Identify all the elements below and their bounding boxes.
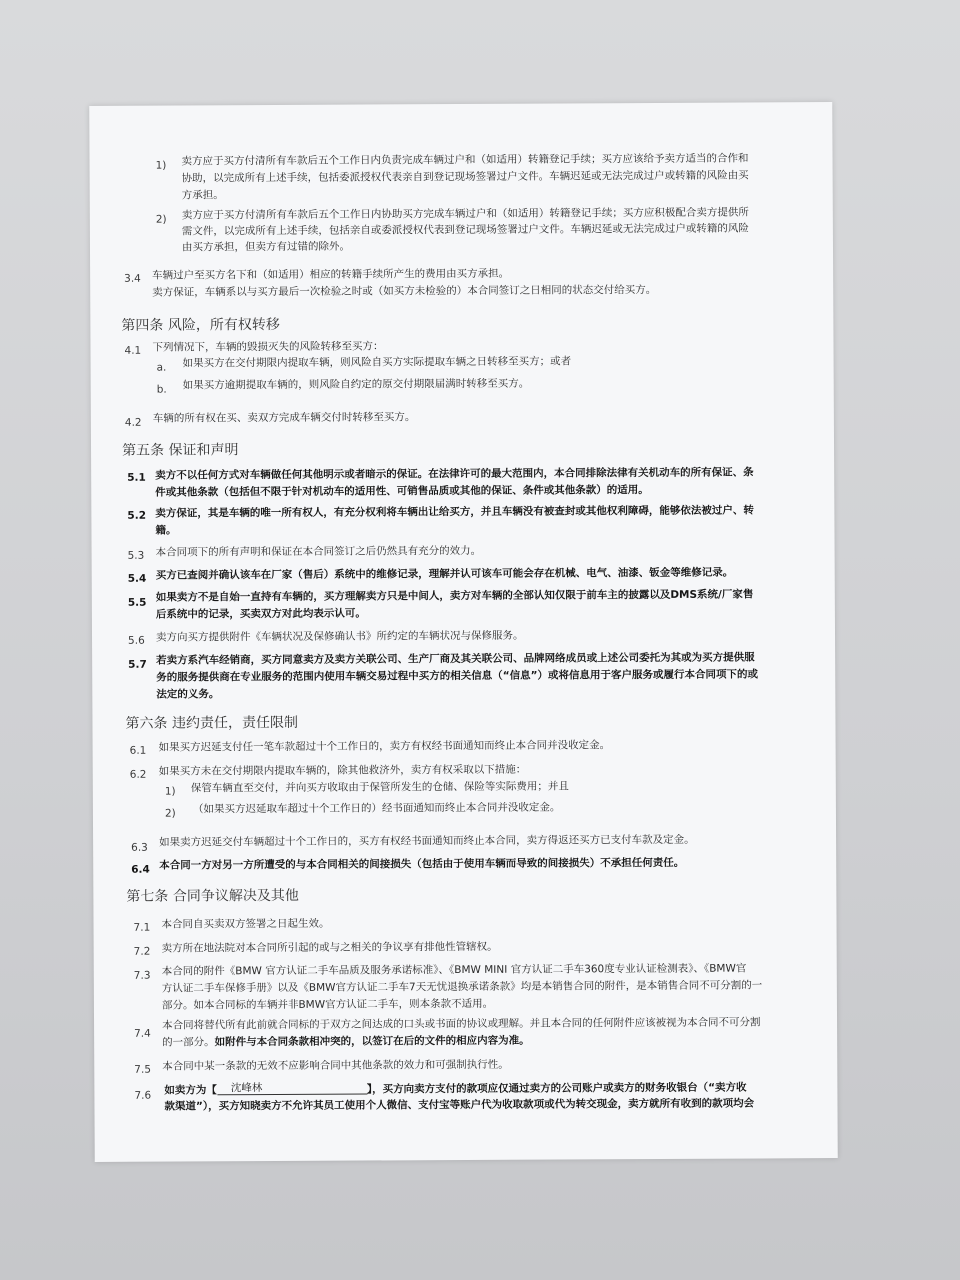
clause-5-5-line-1: 如果卖方不是自始一直持有车辆的，买方理解卖方只是中间人，卖方对车辆的全部认知仅限于前车主的披露以及DMS系统/厂家售 <box>155 588 754 604</box>
clause-5-3-text: 本合同项下的所有声明和保证在本合同签订之后仍然具有充分的效力。 <box>155 544 482 559</box>
clause-5-5-line-2: 后系统中的记录，买卖双方对此均表示认可。 <box>155 607 366 621</box>
clause-5-6-text: 卖方向买方提供附件《车辆状况及保修确认书》所约定的车辆状况与保修服务。 <box>155 629 524 644</box>
clause-6-1-number: 6.1 <box>129 744 147 757</box>
clause-6-2-text: 如果买方未在交付期限内提取车辆的，除其他救济外，卖方有权采取以下措施： <box>158 763 527 778</box>
clause-7-2-text: 卖方所在地法院对本合同所引起的或与之相关的争议享有排他性管辖权。 <box>161 940 498 955</box>
clause-4-2-text: 车辆的所有权在买、卖双方完成车辆交付时转移至买方。 <box>152 411 416 425</box>
clause-6-4-number: 6.4 <box>131 863 150 876</box>
clause-3-4-line-1: 车辆过户至买方名下和（如适用）相应的转籍手续所产生的费用由买方承担。 <box>152 267 510 282</box>
clause-3-item-1-number: 1) <box>155 159 167 172</box>
clause-5-3-number: 5.3 <box>127 549 145 562</box>
section-6-heading: 第六条 违约责任，责任限制 <box>125 714 298 732</box>
clause-3-item-1-line-2: 协助，以完成所有上述手续，包括委派授权代表亲自到登记现场签署过户文件。车辆迟延或无法完成过户或转籍的风险由买 <box>181 169 749 185</box>
clause-4-1-b-text: 如果买方逾期提取车辆的，则风险自约定的原交付期限届满时转移至买方。 <box>182 377 530 392</box>
clause-6-1-text: 如果买方迟延支付任一笔车款超过十个工作日的，卖方有权经书面通知而终止本合同并没收定金。 <box>158 739 611 754</box>
clause-6-2-item-1-number: 1) <box>164 785 176 798</box>
clause-7-6-prefix: 如卖方为【 <box>164 1084 217 1097</box>
clause-7-6-line-1 <box>164 1081 746 1098</box>
clause-7-4-line-2-normal: 的一部分。 <box>162 1036 215 1049</box>
clause-7-6-suffix: 】，买方向卖方支付的款项应仅通过卖方的公司账户或卖方的财务收银台（“卖方收 <box>366 1081 747 1096</box>
clause-3-item-2-line-2: 需文件，以完成所有上述手续，包括亲自或委派授权代表到登记现场签署过户文件。车辆迟延或无法完成过户或转籍的风险 <box>181 222 749 238</box>
clause-5-2-line-1: 卖方保证，其是车辆的唯一所有权人，有充分权利将车辆出让给买方，并且车辆没有被查封或其他权利障碍，能够依法被过户、转 <box>155 504 754 520</box>
section-5-heading: 第五条 保证和声明 <box>122 442 239 459</box>
clause-5-7-line-3: 法定的义务。 <box>156 688 220 701</box>
clause-7-3-line-2: 方认证二手车保修手册》以及《BMW官方认证二手车7天无忧退换承诺条款》均是本销售合同的附件，是本销售合同不可分割的一 <box>161 979 763 995</box>
seller-name-blank <box>217 1083 367 1096</box>
section-7-heading: 第七条 合同争议解决及其他 <box>126 887 299 905</box>
clause-7-1-number: 7.1 <box>133 921 151 934</box>
clause-3-item-1-line-1: 卖方应于买方付清所有车款后五个工作日内负责完成车辆过户和（如适用）转籍登记手续；买方应该给予卖方适当的合作和 <box>181 152 749 168</box>
clause-5-7-line-2: 务的服务提供商在专业服务的范围内使用车辆交易过程中买方的相关信息（“信息”）或将信息用于客户服务或履行本合同项下的或 <box>156 668 759 684</box>
clause-7-4-line-2-bold: 如附件与本合同条款相冲突的，以签订在后的文件的相应内容为准。 <box>214 1034 530 1049</box>
clause-6-2-number: 6.2 <box>129 768 147 781</box>
clause-7-3-number: 7.3 <box>133 969 151 982</box>
clause-7-2-number: 7.2 <box>133 945 151 958</box>
clause-3-item-2-line-1: 卖方应于买方付清所有车款后五个工作日内协助买方完成车辆过户和（如适用）转籍登记手续；买方应积极配合卖方提供所 <box>181 206 749 222</box>
clause-5-7-line-1: 若卖方系汽车经销商，买方同意卖方及卖方关联公司、生产厂商及其关联公司、品牌网络成员或上述公司委托为其或为买方提供服 <box>156 651 755 667</box>
clause-4-1-b-marker: b. <box>156 383 167 396</box>
clause-5-7-number: 5.7 <box>128 658 147 671</box>
clause-7-6-number: 7.6 <box>134 1089 152 1102</box>
clause-7-5-text: 本合同中某一条款的无效不应影响合同中其他条款的效力和可强制执行性。 <box>162 1058 509 1073</box>
clause-3-item-2-line-3: 由买方承担，但卖方有过错的除外。 <box>181 240 351 254</box>
clause-6-2-item-2-text: （如果买方迟延取车超过十个工作日的）经书面通知而终止本合同并没收定金。 <box>192 801 561 816</box>
clause-6-2-item-1-text: 保管车辆直至交付，并向买方收取由于保管所发生的仓储、保险等实际费用；并且 <box>190 780 569 795</box>
clause-4-2-number: 4.2 <box>124 416 142 429</box>
clause-5-1-number: 5.1 <box>127 471 146 484</box>
section-4-heading: 第四条 风险，所有权转移 <box>121 316 280 334</box>
clause-3-4-number: 3.4 <box>124 272 141 285</box>
clause-6-4-text: 本合同一方对另一方所遭受的与本合同相关的间接损失（包括由于使用车辆而导致的间接损失）不承担任何责任。 <box>159 856 685 872</box>
seller-name-value: 沈峰林 <box>230 1082 263 1095</box>
clause-7-3-line-3: 部分。如本合同标的车辆并非BMW官方认证二手车，则本条款不适用。 <box>161 997 494 1012</box>
clause-3-item-1-line-3: 方承担。 <box>181 189 224 202</box>
clause-5-4-text: 买方已查阅并确认该车在厂家（售后）系统中的维修记录，理解并认可该车可能会存在机械、电气、油漆、钣金等维修记录。 <box>155 566 734 582</box>
clause-6-2-item-2-number: 2) <box>164 807 176 820</box>
clause-7-3-line-1: 本合同的附件《BMW 官方认证二手车品质及服务承诺标准》、《BMW MINI 官方认证二手车360度专业认证检测表》、《BMW官 <box>161 962 747 978</box>
clause-4-1-a-marker: a. <box>156 361 167 374</box>
clause-5-4-number: 5.4 <box>127 572 147 585</box>
clause-5-1-line-2: 件或其他条款（包括但不限于针对机动车的适用性、可销售品质或其他的保证、条件或其他条款）的适用。 <box>155 484 649 499</box>
clause-7-4-line-2 <box>162 1035 530 1050</box>
clause-7-4-line-1: 本合同将替代所有此前就合同标的于双方之间达成的口头或书面的协议或理解。并且本合同的任何附件应该被视为本合同不可分割 <box>162 1016 761 1032</box>
clause-7-6-line-2: 款渠道”），买方知晓卖方不允许其员工使用个人微信、支付宝等账户代为收取款项或代为转交现金，卖方就所有收到的款项均会 <box>164 1097 755 1113</box>
clause-4-1-text: 下列情况下，车辆的毁损灭失的风险转移至买方： <box>152 340 384 354</box>
clause-4-1-a-text: 如果买方在交付期限内提取车辆，则风险自买方实际提取车辆之日转移至买方；或者 <box>182 355 572 370</box>
clause-3-4-line-2: 卖方保证，车辆系以与买方最后一次检验之时或（如买方未检验的）本合同签订之日相同的状态交付给买方。 <box>152 283 657 299</box>
clause-7-5-number: 7.5 <box>134 1063 152 1076</box>
clause-5-1-line-1: 卖方不以任何方式对车辆做任何其他明示或者暗示的保证。在法律许可的最大范围内，本合同排除法律有关机动车的所有保证、条 <box>155 466 754 482</box>
clause-5-2-line-2: 籍。 <box>155 524 177 537</box>
clause-5-6-number: 5.6 <box>128 634 145 647</box>
clause-3-item-2-number: 2) <box>155 213 167 226</box>
contract-page <box>89 102 838 1162</box>
clause-4-1-number: 4.1 <box>124 344 142 357</box>
clause-5-2-number: 5.2 <box>127 509 147 522</box>
clause-7-1-text: 本合同自买卖双方签署之日起生效。 <box>161 917 330 931</box>
clause-6-3-number: 6.3 <box>131 841 148 854</box>
clause-5-5-number: 5.5 <box>127 596 147 609</box>
clause-7-4-number: 7.4 <box>134 1027 151 1040</box>
clause-6-3-text: 如果卖方迟延交付车辆超过十个工作日的，买方有权经书面通知而终止本合同，卖方得返还买方已支付车款及定金。 <box>159 833 695 849</box>
